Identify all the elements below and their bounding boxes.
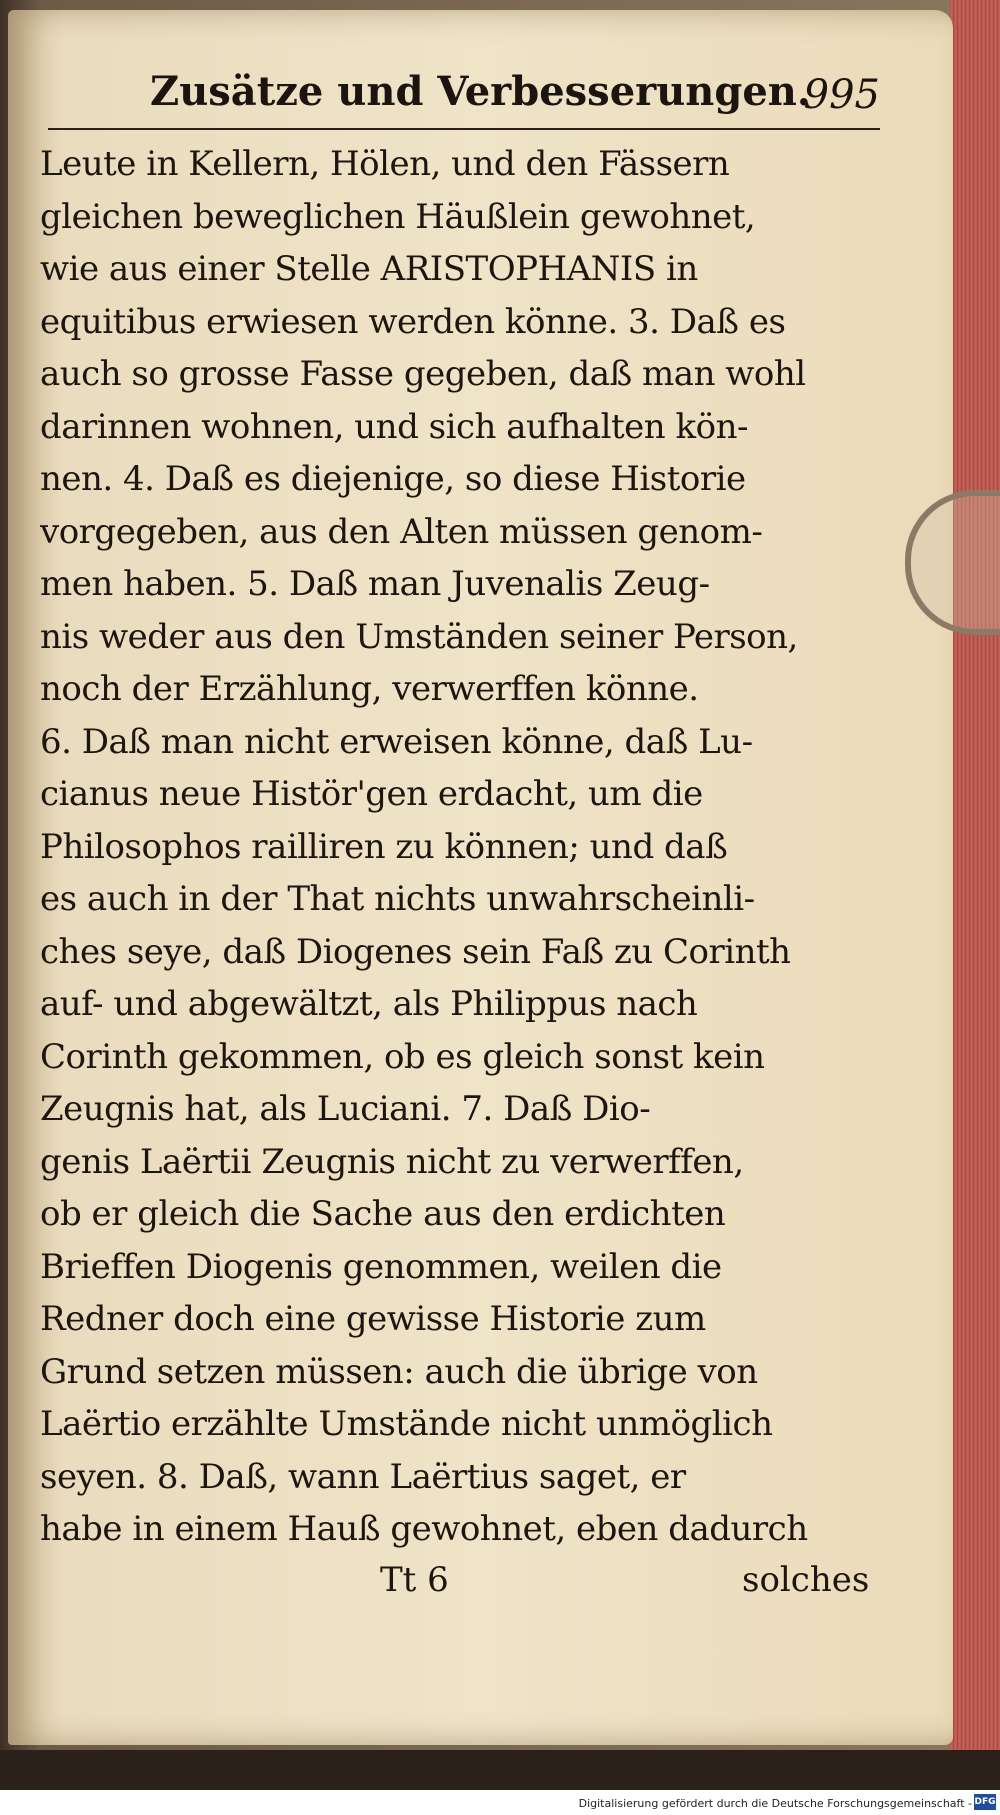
text-line: men haben. 5. Daß man Juvenalis Zeug- xyxy=(40,564,710,604)
text-line: gleichen beweglichen Häußlein gewohnet, xyxy=(40,196,756,237)
text-line: cianus neue Histör'gen erdacht, um die xyxy=(40,774,703,814)
book-page-edges xyxy=(950,0,1000,1750)
text-line: Brieffen Diogenis genommen, weilen die xyxy=(40,1246,722,1287)
text-line: nen. 4. Daß es diejenige, so diese Historie xyxy=(40,459,746,499)
text-line: Corinth gekommen, ob es gleich sonst kein xyxy=(40,1036,765,1077)
text-line: darinnen wohnen, und sich aufhalten kön- xyxy=(40,406,748,447)
header-rule xyxy=(48,128,880,130)
page-number: 995 xyxy=(803,72,880,118)
scan-bottom-band xyxy=(0,1750,1000,1790)
text-line: ob er gleich die Sache aus den erdichten xyxy=(40,1194,726,1234)
catchword: solches xyxy=(742,1560,870,1600)
text-line: Redner doch eine gewisse Historie zum xyxy=(40,1299,706,1339)
text-line: Laërtio erzählte Umstände nicht unmöglich xyxy=(40,1404,773,1444)
dfg-logo: DFG xyxy=(974,1794,996,1810)
text-line: genis Laërtii Zeugnis nicht zu verwerffen, xyxy=(40,1141,744,1182)
text-line: auch so grosse Fasse gegeben, daß man wohl xyxy=(40,354,806,394)
text-line: auf- und abgewältzt, als Philippus nach xyxy=(40,984,698,1024)
text-line: Zeugnis hat, als Luciani. 7. Daß Dio- xyxy=(40,1089,651,1129)
text-line: vorgegeben, aus den Alten müssen genom- xyxy=(40,511,763,552)
text-line: ches seye, daß Diogenes sein Faß zu Corinth xyxy=(40,931,791,972)
text-line: noch der Erzählung, verwerffen könne. xyxy=(40,669,699,709)
text-line: equitibus erwiesen werden könne. 3. Daß es xyxy=(40,301,786,342)
signature-mark: Tt 6 xyxy=(380,1560,449,1600)
text-line: Leute in Kellern, Hölen, und den Fässern xyxy=(40,144,730,184)
text-line: 6. Daß man nicht erweisen könne, daß Lu- xyxy=(40,721,753,762)
digitization-credit: Digitalisierung gefördert durch die Deutsche Forschungsgemeinschaft - xyxy=(578,1797,972,1810)
text-line: nis weder aus den Umständen seiner Person, xyxy=(40,616,798,657)
text-line: wie aus einer Stelle ARISTOPHANIS in xyxy=(40,249,698,289)
running-head-title: Zusätze und Verbesserungen. xyxy=(150,68,811,115)
text-line: Grund setzen müssen: auch die übrige von xyxy=(40,1351,758,1392)
text-line: es auch in der That nichts unwahrscheinli- xyxy=(40,879,755,919)
text-line: Philosophos railliren zu können; und daß xyxy=(40,826,728,867)
text-line: habe in einem Hauß gewohnet, eben dadurch xyxy=(40,1509,808,1549)
text-line: seyen. 8. Daß, wann Laërtius saget, er xyxy=(40,1456,686,1497)
running-head xyxy=(150,68,880,128)
body-text xyxy=(40,138,890,1556)
